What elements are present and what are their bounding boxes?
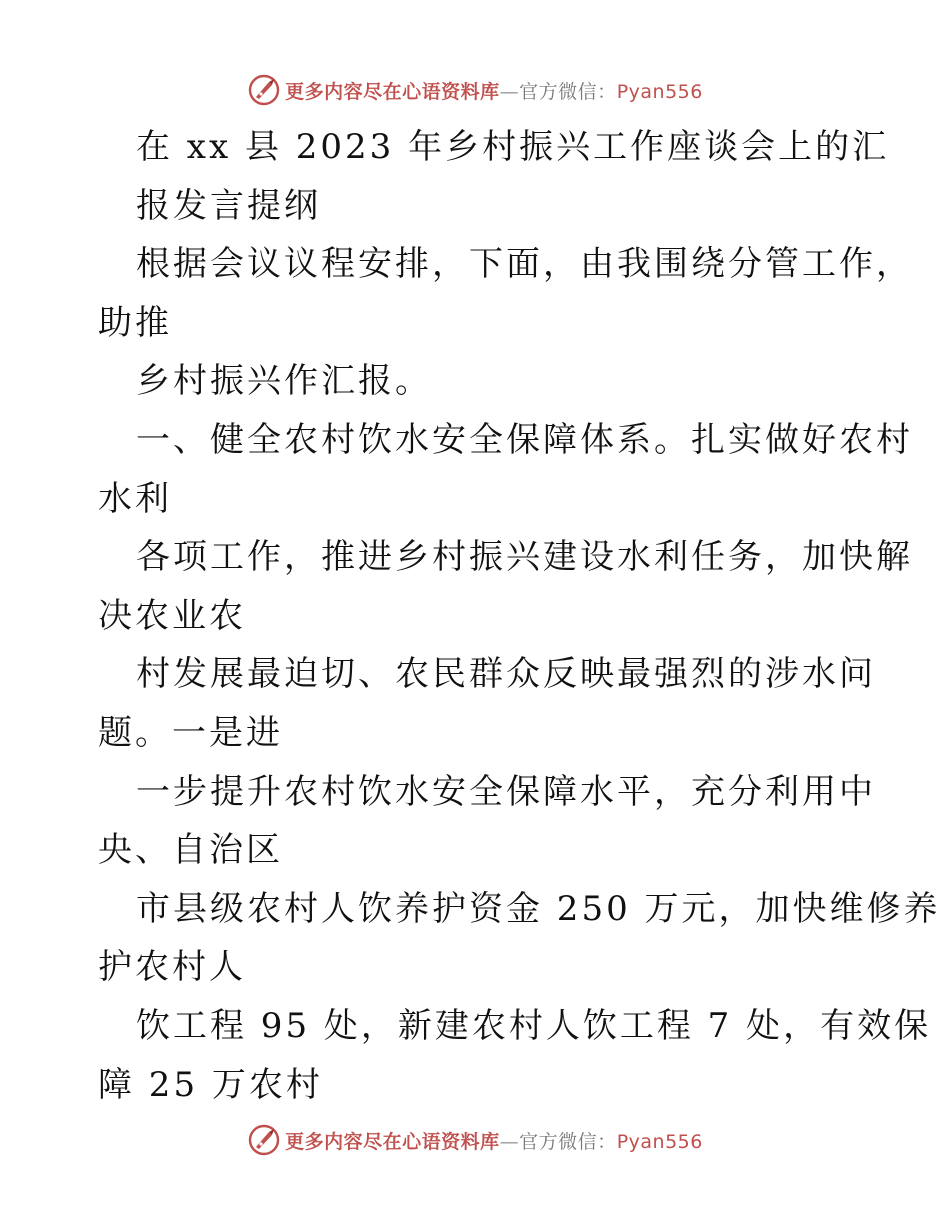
pen-nib-logo-icon (247, 1123, 281, 1157)
banner-text (285, 1127, 703, 1154)
pen-nib-logo-icon (247, 73, 281, 107)
paragraph-line: 乡村振兴作汇报。 (136, 361, 432, 402)
paragraph-line: 一步提升农村饮水安全保障水平，充分利用中 (136, 771, 876, 812)
paragraph-line: 各项工作，推进乡村振兴建设水利任务，加快解 (136, 537, 913, 578)
banner-text (285, 77, 703, 104)
footer-banner (0, 1120, 950, 1160)
paragraph-line: 题。一是进 (98, 712, 283, 753)
doc-title-line-2: 报发言提纲 (136, 185, 321, 226)
paragraph-line: 决农业农 (98, 595, 246, 636)
paragraph-line: 一、健全农村饮水安全保障体系。扎实做好农村 (136, 419, 913, 460)
paragraph-line: 央、自治区 (98, 830, 283, 871)
banner-wechat-id: Pyan556 (616, 1130, 703, 1153)
paragraph-line: 障 25 万农村 (98, 1064, 323, 1105)
document-body (98, 118, 941, 1114)
paragraph-line: 饮工程 95 处，新建农村人饮工程 7 处，有效保 (136, 1005, 932, 1046)
paragraph-line: 水利 (98, 478, 172, 519)
paragraph-line: 市县级农村人饮养护资金 250 万元，加快维修养 (136, 888, 941, 929)
paragraph-line: 根据会议议程安排，下面，由我围绕分管工作， (136, 244, 913, 285)
paragraph-line: 助推 (98, 302, 172, 343)
banner-wechat-label: 官方微信： (519, 1130, 617, 1153)
banner-dash: — (499, 1130, 520, 1153)
doc-title-line-1: 在 xx 县 2023 年乡村振兴工作座谈会上的汇 (136, 127, 890, 167)
banner-main-text: 更多内容尽在心语资料库 (285, 80, 500, 103)
banner-wechat-label: 官方微信： (519, 80, 617, 103)
paragraph-line: 村发展最迫切、农民群众反映最强烈的涉水问 (136, 654, 876, 695)
paragraph-line: 护农村人 (98, 947, 246, 988)
banner-dash: — (499, 80, 520, 103)
banner-main-text: 更多内容尽在心语资料库 (285, 1130, 500, 1153)
banner-wechat-id: Pyan556 (616, 80, 703, 103)
header-banner (0, 70, 950, 110)
